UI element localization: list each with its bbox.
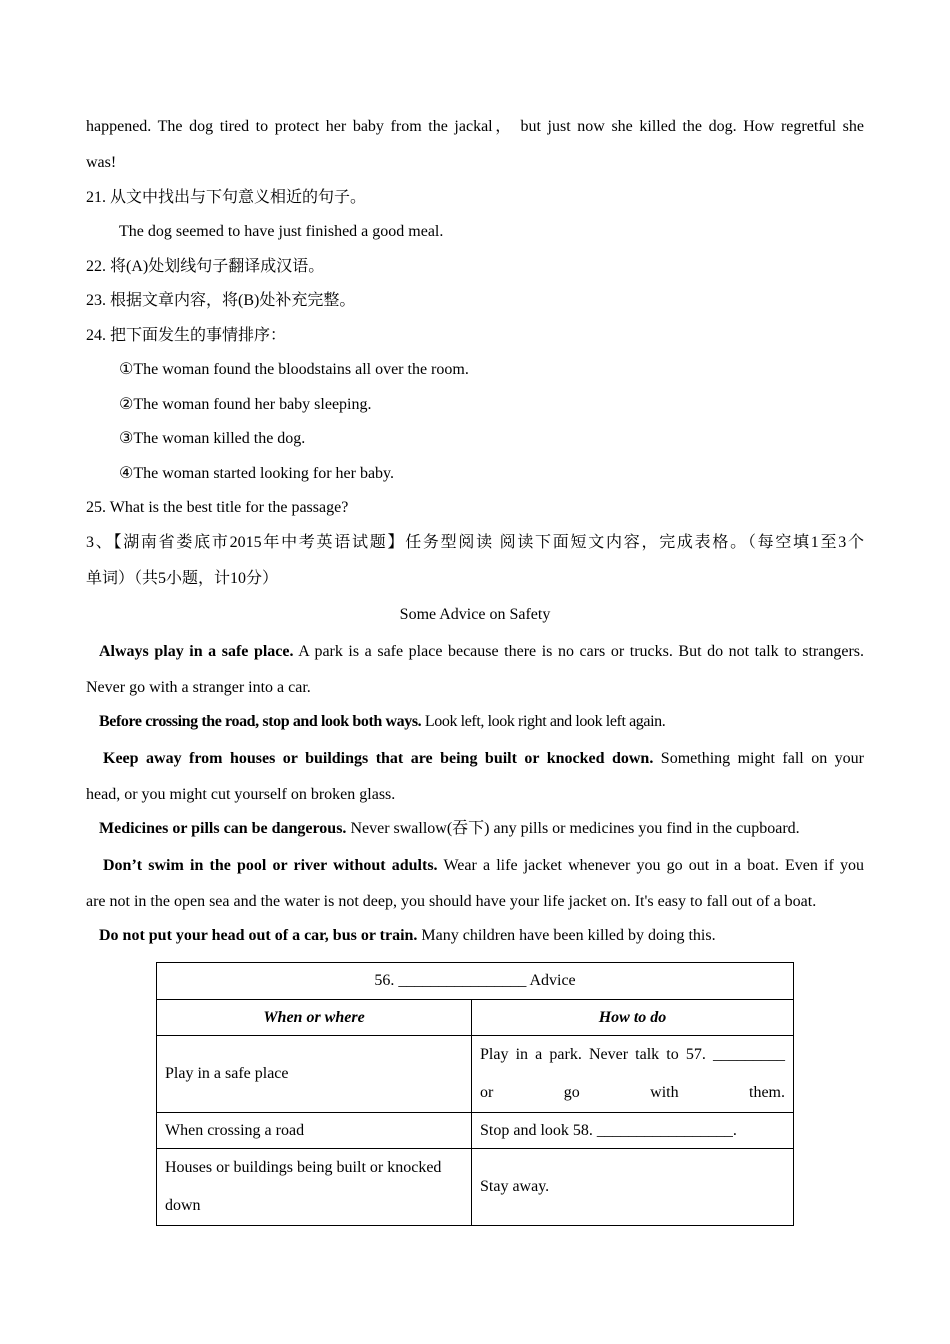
- cell-when: Play in a safe place: [157, 1036, 472, 1113]
- header-when-or-where: When or where: [157, 1000, 472, 1036]
- passage-paragraph-1-cont: Never go with a stranger into a car.: [86, 678, 311, 696]
- passage-paragraph-4: [86, 812, 864, 847]
- paragraph-2-text: Look left, look right and look left again.: [421, 713, 666, 730]
- paragraph-1-text: A park is a safe place because there is no cars or trucks. But do not talk to strangers.: [293, 642, 865, 660]
- cell-when: When crossing a road: [157, 1113, 472, 1149]
- table-title: 56. ________________ Advice: [157, 963, 794, 1000]
- question-24: 24. 把下面发生的事情排序：: [86, 326, 287, 344]
- table-row: [157, 1149, 794, 1226]
- cell-how: [472, 1036, 794, 1113]
- passage-title: Some Advice on Safety: [399, 606, 551, 623]
- paragraph-4-heading: Medicines or pills can be dangerous.: [99, 820, 347, 837]
- question-22: 22. 将(A)处划线句子翻译成汉语。: [86, 257, 325, 275]
- paragraph-4-text: Never swallow(吞下) any pills or medicines you find in the cupboard.: [346, 820, 800, 837]
- cell-how-line-1: Play in a park. Never talk to 57. _________: [480, 1046, 785, 1063]
- header-how-to-do: How to do: [472, 1000, 794, 1036]
- cell-when-line-2: down: [165, 1197, 201, 1214]
- cell-when: [157, 1149, 472, 1226]
- passage-paragraph-6: [86, 919, 864, 954]
- passage-paragraph-2: [86, 705, 864, 740]
- passage-paragraph-3-cont: head, or you might cut yourself on broken glass.: [86, 785, 396, 803]
- cell-how-line-2: or go with them.: [480, 1084, 785, 1101]
- passage-paragraph-5: [86, 847, 864, 885]
- question-21-sentence: The dog seemed to have just finished a good meal.: [119, 223, 444, 240]
- passage-paragraph-3: [86, 740, 864, 778]
- table-row: [157, 1036, 794, 1113]
- question-24-item-2: ②The woman found her baby sleeping.: [119, 395, 372, 413]
- section-3-instruction-2: 单词）（共5小题，计10分）: [86, 570, 279, 587]
- document-page: [86, 108, 864, 954]
- paragraph-1-heading: Always play in a safe place.: [99, 642, 294, 660]
- passage-paragraph-5-cont: are not in the open sea and the water is not deep, you should have your life jacket on. It's easy to fall out of a boat.: [86, 892, 817, 910]
- paragraph-5-heading: Don’t swim in the pool or river without adults.: [103, 856, 438, 874]
- paragraph-6-text: Many children have been killed by doing this.: [417, 927, 716, 944]
- question-23: 23. 根据文章内容，将(B)处补充完整。: [86, 292, 356, 309]
- advice-table: [156, 962, 794, 1226]
- paragraph-6-heading: Do not put your head out of a car, bus or train.: [99, 927, 418, 944]
- cell-how: Stop and look 58. _________________.: [472, 1113, 794, 1149]
- cell-how: Stay away.: [472, 1149, 794, 1226]
- table-header-row: [157, 1000, 794, 1036]
- intro-line-2: was!: [86, 154, 117, 171]
- cell-when-line-1: Houses or buildings being built or knocked: [165, 1159, 442, 1176]
- question-25: 25. What is the best title for the passage?: [86, 499, 349, 516]
- question-24-item-1: ①The woman found the bloodstains all over the room.: [119, 361, 469, 378]
- table-row: [157, 1113, 794, 1149]
- table-title-row: [157, 963, 794, 1000]
- paragraph-3-text: Something might fall on your: [653, 749, 864, 767]
- paragraph-5-text: Wear a life jacket whenever you go out in a boat. Even if you: [437, 856, 864, 874]
- question-24-item-3: ③The woman killed the dog.: [119, 430, 306, 447]
- intro-line-1: happened. The dog tired to protect her baby from the jackal， but just now she killed the dog. How regretful she: [86, 118, 864, 135]
- paragraph-2-heading: Before crossing the road, stop and look both ways.: [99, 713, 422, 730]
- question-21: 21. 从文中找出与下句意义相近的句子。: [86, 188, 367, 206]
- question-24-item-4: ④The woman started looking for her baby.: [119, 464, 395, 482]
- passage-paragraph-1: [86, 633, 864, 671]
- section-3-instruction-1: 3、【湖南省娄底市2015年中考英语试题】任务型阅读 阅读下面短文内容，完成表格。（每空填1至3个: [86, 533, 864, 551]
- paragraph-3-heading: Keep away from houses or buildings that are being built or knocked down.: [103, 749, 654, 767]
